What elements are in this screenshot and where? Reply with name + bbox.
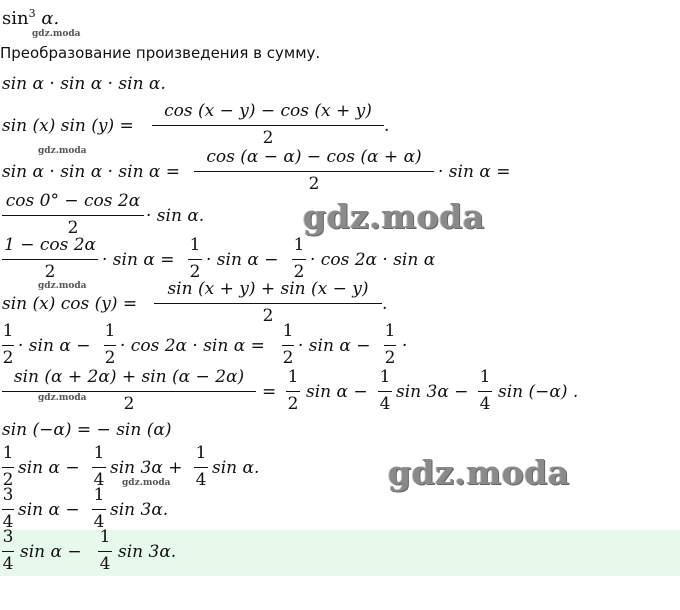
fraction-numerator: cos (x − y) − cos (x + y)	[164, 101, 372, 121]
period: .	[382, 294, 388, 314]
fraction-bar	[2, 551, 14, 552]
fraction-denominator: 4	[93, 512, 105, 532]
step-5-half-2	[292, 234, 306, 284]
step-7-mid2: · cos 2α · sin α =	[120, 336, 265, 356]
fraction-denominator: 2	[2, 470, 14, 490]
fraction-denominator: 2	[104, 348, 116, 368]
step-7-half-4	[384, 320, 396, 370]
fraction-numerator: 1	[282, 321, 294, 341]
watermark-small: gdz.moda	[122, 478, 171, 488]
fraction-bar	[478, 391, 492, 392]
fraction-numerator: 1 − cos 2α	[3, 235, 97, 255]
step-4-tail: · sin α.	[146, 206, 205, 226]
step-8-tail: sin (−α) .	[498, 382, 579, 402]
step-5-fraction	[2, 234, 98, 284]
fraction-numerator: cos (α − α) − cos (α + α)	[206, 147, 422, 167]
fraction-bar	[286, 391, 300, 392]
step-8-mid1: sin α −	[306, 382, 368, 402]
fraction-bar	[154, 303, 382, 304]
fraction-numerator: 3	[2, 527, 14, 547]
fraction-bar	[98, 551, 112, 552]
fraction-denominator: 2	[2, 348, 14, 368]
step-11-mid1: sin α −	[18, 500, 80, 520]
period: .	[384, 116, 390, 136]
step-4-fraction	[2, 190, 144, 240]
answer-fraction-1	[2, 526, 14, 576]
fraction-bar	[2, 345, 14, 346]
fraction-denominator: 2	[384, 348, 396, 368]
step-10-mid1: sin α −	[18, 458, 80, 478]
fraction-denominator: 2	[189, 262, 201, 282]
fraction-bar	[92, 467, 106, 468]
fraction-denominator: 2	[293, 262, 305, 282]
fraction-numerator: sin (x + y) + sin (x − y)	[167, 279, 369, 299]
fraction-bar	[104, 345, 116, 346]
fraction-denominator: 2	[67, 218, 79, 238]
answer-fraction-2	[98, 526, 112, 576]
step-7-half-1	[2, 320, 14, 370]
step-7-half-3	[282, 320, 294, 370]
fraction-numerator: 3	[2, 485, 14, 505]
step-5-tail: · cos 2α · sin α	[310, 250, 436, 270]
fraction-numerator: 1	[479, 367, 491, 387]
answer-mid1: sin α −	[20, 542, 82, 562]
fraction-bar	[282, 345, 294, 346]
fraction-denominator: 4	[195, 470, 207, 490]
fraction-bar	[2, 509, 14, 510]
fraction-denominator: 4	[479, 394, 491, 414]
fraction-bar	[384, 345, 396, 346]
step-10-mid2: sin 3α +	[110, 458, 183, 478]
step-8-quarter-1	[378, 366, 392, 416]
step-8-half	[286, 366, 300, 416]
watermark-small: gdz.moda	[32, 29, 81, 39]
step-3-tail: · sin α =	[438, 162, 511, 182]
step-10-quarter-2	[194, 442, 208, 492]
fraction-numerator: 1	[93, 485, 105, 505]
watermark-small: gdz.moda	[38, 146, 87, 156]
identity-sin-sin-fraction	[152, 100, 384, 150]
fraction-numerator: sin (α + 2α) + sin (α − 2α)	[13, 367, 245, 387]
fraction-bar	[2, 391, 256, 392]
fraction-denominator: 2	[44, 262, 56, 282]
step-3-fraction	[194, 146, 434, 196]
step-9: sin (−α) = − sin (α)	[2, 420, 172, 440]
identity-sin-cos-fraction	[154, 278, 382, 328]
intro-text: Преобразование произведения в сумму.	[0, 44, 321, 62]
identity-sin-sin-lhs: sin (x) sin (y) =	[2, 116, 134, 136]
fraction-denominator: 2	[262, 306, 274, 326]
step-5-mid2: · sin α −	[206, 250, 279, 270]
fraction-numerator: 1	[2, 321, 14, 341]
fraction-denominator: 4	[2, 554, 14, 574]
step-8-equals: =	[262, 382, 277, 402]
fraction-bar	[194, 171, 434, 172]
fraction-numerator: 1	[104, 321, 116, 341]
watermark-small: gdz.moda	[38, 281, 87, 291]
step-7-tail: ·	[402, 336, 408, 356]
fraction-denominator: 4	[2, 512, 14, 532]
identity-sin-cos-lhs: sin (x) cos (y) =	[2, 294, 138, 314]
step-5-half-1	[188, 234, 202, 284]
fraction-bar	[194, 467, 208, 468]
fraction-denominator: 2	[287, 394, 299, 414]
fraction-bar	[2, 215, 144, 216]
fraction-bar	[378, 391, 392, 392]
watermark-small: gdz.moda	[38, 393, 87, 403]
fraction-numerator: 1	[93, 443, 105, 463]
fraction-denominator: 2	[308, 174, 320, 194]
fraction-numerator: 1	[293, 235, 305, 255]
fraction-denominator: 4	[99, 554, 111, 574]
fraction-numerator: 1	[189, 235, 201, 255]
answer-tail: sin 3α.	[118, 542, 177, 562]
fraction-bar	[2, 259, 98, 260]
fraction-bar	[188, 259, 202, 260]
fraction-numerator: 1	[287, 367, 299, 387]
step-1: sin α · sin α · sin α.	[2, 74, 166, 94]
fraction-denominator: 2	[282, 348, 294, 368]
step-7-half-2	[104, 320, 116, 370]
fraction-bar	[292, 259, 306, 260]
step-11-tail: sin 3α.	[110, 500, 169, 520]
fraction-numerator: 1	[379, 367, 391, 387]
fraction-denominator: 2	[262, 128, 274, 148]
fraction-numerator: cos 0° − cos 2α	[5, 191, 141, 211]
fraction-numerator: 1	[384, 321, 396, 341]
fraction-numerator: 1	[2, 443, 14, 463]
step-5-mid1: · sin α =	[102, 250, 175, 270]
step-10-tail: sin α.	[212, 458, 260, 478]
fraction-bar	[92, 509, 106, 510]
step-8-fraction	[2, 366, 256, 416]
step-8-quarter-2	[478, 366, 492, 416]
step-8-mid2: sin 3α −	[396, 382, 469, 402]
fraction-numerator: 1	[195, 443, 207, 463]
step-3-lhs: sin α · sin α · sin α =	[2, 162, 181, 182]
step-7-mid3: · sin α −	[298, 336, 371, 356]
fraction-denominator: 4	[379, 394, 391, 414]
watermark-large: gdz.moda	[303, 197, 485, 236]
title-expression: $\sin^3 \alpha$.	[2, 7, 60, 29]
fraction-denominator: 4	[93, 470, 105, 490]
step-7-mid1: · sin α −	[18, 336, 91, 356]
fraction-bar	[2, 467, 14, 468]
fraction-denominator: 2	[123, 394, 135, 414]
fraction-bar	[152, 125, 384, 126]
fraction-numerator: 1	[99, 527, 111, 547]
watermark-large: gdz.moda	[388, 453, 570, 492]
